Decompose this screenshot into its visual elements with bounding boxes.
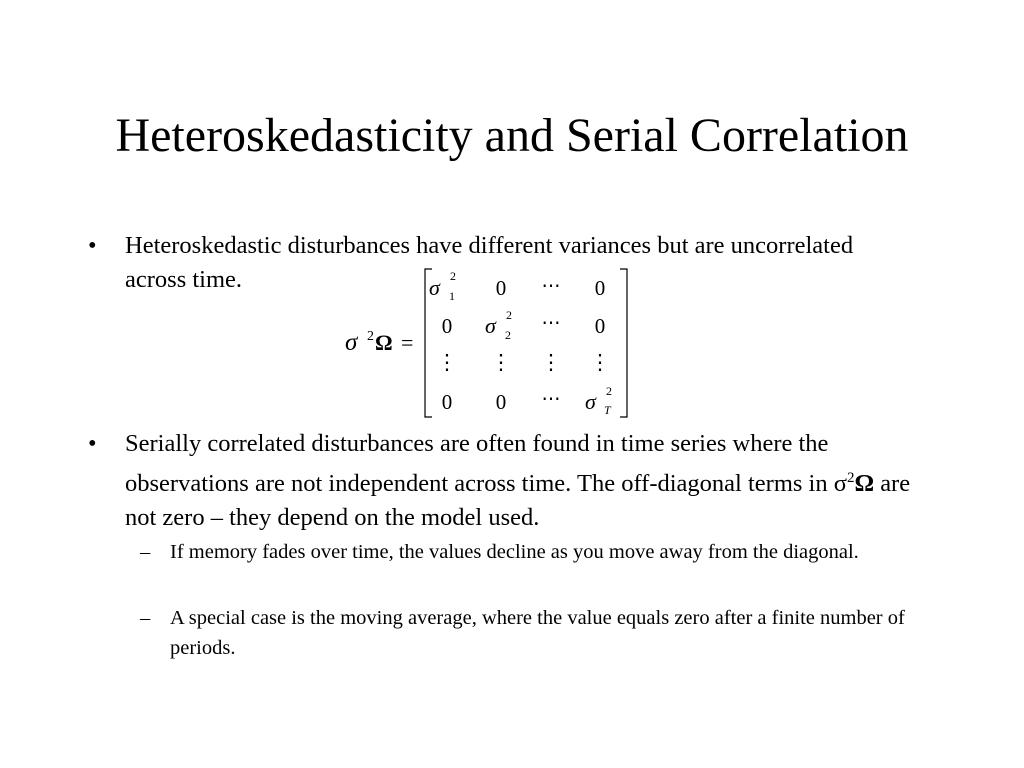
matrix-cell-3-1: ⋮ xyxy=(436,350,458,374)
matrix-cell-4-4: σ xyxy=(585,389,596,414)
lhs-omega: Ω xyxy=(375,330,393,355)
sigma-symbol: σ xyxy=(833,470,847,498)
lhs-sigma: σ xyxy=(345,329,358,356)
matrix-cell-2-2-sup: 2 xyxy=(506,308,512,322)
matrix-cell-1-4: 0 xyxy=(594,276,606,300)
sub-bullet-moving-average xyxy=(140,603,950,663)
sub-bullet-text: If memory fades over time, the values decline as you move away from the diagonal. xyxy=(170,541,859,563)
sigma-superscript: 2 xyxy=(846,470,855,486)
matrix-cell-2-2-sub: 2 xyxy=(505,328,511,342)
matrix-cell-3-3: ⋮ xyxy=(540,350,562,374)
matrix-svg xyxy=(335,263,635,423)
right-bracket xyxy=(620,269,627,417)
bullet-marker: • xyxy=(88,232,97,259)
matrix-cell-4-1: 0 xyxy=(441,390,453,414)
slide-title: Heteroskedasticity and Serial Correlation xyxy=(115,109,909,162)
matrix-cell-3-4: ⋮ xyxy=(589,350,611,374)
matrix-cell-4-4-sup: 2 xyxy=(606,384,612,398)
lhs-exponent: 2 xyxy=(367,329,374,344)
matrix-cell-2-2: σ xyxy=(485,313,496,338)
matrix-cell-2-3: ⋯ xyxy=(541,313,561,334)
matrix-cell-1-1-sup: 2 xyxy=(450,269,456,283)
dash-marker: – xyxy=(140,541,151,563)
matrix-cell-1-1-sub: 1 xyxy=(449,289,455,303)
matrix-cell-4-3: ⋯ xyxy=(541,389,561,410)
bullet-marker: • xyxy=(88,430,97,457)
matrix-cell-4-2: 0 xyxy=(495,390,507,414)
bullet-text: Heteroskedastic disturbances have different variances but are uncorrelated across time. xyxy=(125,232,854,293)
matrix-cell-3-2: ⋮ xyxy=(490,350,512,374)
bullet-serial-correlation xyxy=(88,427,915,535)
dash-marker: – xyxy=(140,607,151,629)
matrix-cell-2-4: 0 xyxy=(594,314,606,338)
equals-sign: = xyxy=(401,330,414,355)
omega-symbol: Ω xyxy=(854,470,875,498)
sub-bullet-memory-fades xyxy=(140,537,950,567)
matrix-cell-1-2: 0 xyxy=(495,276,507,300)
matrix-cell-2-1: 0 xyxy=(441,314,453,338)
covariance-matrix-equation xyxy=(335,263,635,423)
matrix-cell-1-3: ⋯ xyxy=(541,276,561,297)
bullet-text-after: are not zero – they depend on the model used. xyxy=(125,470,911,532)
matrix-cell-4-4-sub: T xyxy=(604,403,611,417)
matrix-cell-1-1: σ xyxy=(429,275,440,300)
sub-bullet-text: A special case is the moving average, where the value equals zero after a finite number of periods. xyxy=(170,607,905,659)
bullet-text-before: Serially correlated disturbances are often found in time series where the observations are not independent across time. The off-diagonal terms in xyxy=(125,430,834,498)
